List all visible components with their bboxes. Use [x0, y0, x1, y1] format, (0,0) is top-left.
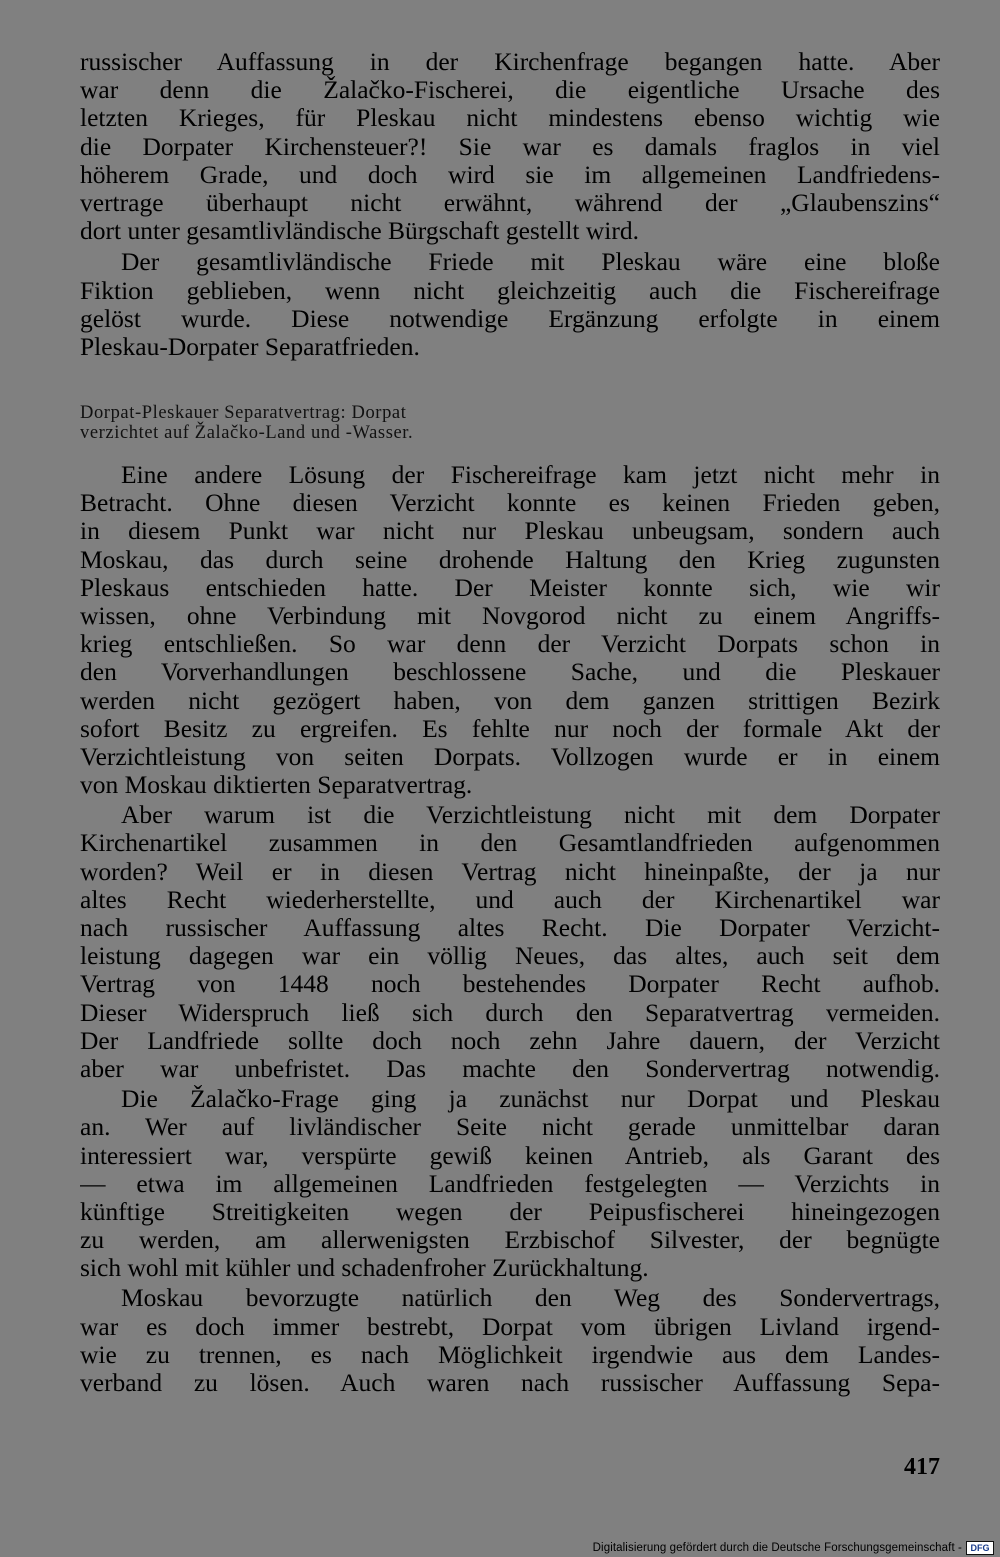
text-line: Moskau bevorzugte natürlich den Weg des Sondervertrags, — [121, 1284, 940, 1313]
text-line: den Vorverhandlungen beschlossene Sache, und die Pleskauer — [80, 658, 940, 687]
text-line: Kirchenartikel zusammen in den Gesamtlandfrieden aufgenommen — [80, 829, 940, 858]
text-line: Der Landfriede sollte doch noch zehn Jahre dauern, der Verzicht — [80, 1026, 940, 1055]
paragraph-5 — [80, 1085, 940, 1282]
text-line: Der gesamtlivländische Friede mit Pleskau wäre eine bloße — [121, 248, 940, 277]
text-line: sich wohl mit kühler und schadenfroher Zurückhaltung. — [80, 1254, 649, 1283]
text-line: altes Recht wiederherstellte, und auch der Kirchenartikel war — [80, 885, 940, 914]
text-line: werden nicht gezögert haben, von dem ganzen strittigen Bezirk — [80, 686, 940, 715]
text-line: Betracht. Ohne diesen Verzicht konnte es keinen Frieden geben, — [80, 489, 940, 518]
text-line: Moskau, das durch seine drohende Haltung den Krieg zugunsten — [80, 545, 940, 574]
digitization-footer — [0, 1537, 1000, 1557]
text-line: — etwa im allgemeinen Landfrieden festgelegten — Verzichts in — [80, 1169, 940, 1198]
text-line: künftige Streitigkeiten wegen der Peipusfischerei hineingezogen — [80, 1197, 940, 1226]
text-line: Dieser Widerspruch ließ sich durch den Separatvertrag vermeiden. — [80, 998, 940, 1027]
text-line: Aber warum ist die Verzichtleistung nicht mit dem Dorpater — [121, 801, 940, 830]
text-line: war denn die Žalačko-Fischerei, die eigentliche Ursache des — [80, 76, 940, 105]
text-line: russischer Auffassung in der Kirchenfrage begangen hatte. Aber — [80, 48, 940, 76]
text-line: dort unter gesamtlivländische Bürgschaft gestellt wird. — [80, 217, 639, 246]
text-line: sofort Besitz zu ergreifen. Es fehlte nur noch der formale Akt der — [80, 714, 940, 743]
paragraph-6 — [80, 1284, 940, 1397]
text-block-top — [80, 48, 940, 361]
text-line: verband zu lösen. Auch waren nach russischer Auffassung Sepa- — [80, 1369, 940, 1397]
text-line: zu werden, am allerwenigsten Erzbischof Silvester, der begnügte — [80, 1226, 940, 1255]
paragraph-1 — [80, 48, 940, 245]
text-line: worden? Weil er in diesen Vertrag nicht hineinpaßte, der ja nur — [80, 857, 940, 886]
dfg-logo-icon: DFG — [966, 1541, 994, 1555]
text-line: Pleskaus entschieden hatte. Der Meister konnte sich, wie wir — [80, 573, 940, 602]
text-line: von Moskau diktierten Separatvertrag. — [80, 771, 473, 800]
text-line: krieg entschließen. So war denn der Verzicht Dorpats schon in — [80, 630, 940, 659]
text-line: vertrage überhaupt nicht erwähnt, während der „Glaubenszins“ — [80, 188, 940, 217]
text-line: nach russischer Auffassung altes Recht. Die Dorpater Verzicht- — [80, 914, 940, 942]
paragraph-4 — [80, 801, 940, 1083]
page-number: 417 — [904, 1454, 940, 1480]
text-line: in diesem Punkt war nicht nur Pleskau unbeugsam, sondern auch — [80, 517, 940, 546]
section-heading — [80, 403, 640, 443]
text-line: wissen, ohne Verbindung mit Novgorod nicht zu einem Angriffs- — [80, 601, 940, 630]
heading-line: Dorpat-Pleskauer Separatvertrag: Dorpat — [80, 403, 407, 423]
text-line: aber war unbefristet. Das machte den Sondervertrag notwendig. — [80, 1054, 940, 1083]
text-line: gelöst wurde. Diese notwendige Ergänzung erfolgte in einem — [80, 304, 940, 333]
text-line: Fiktion geblieben, wenn nicht gleichzeitig auch die Fischereifrage — [80, 276, 940, 305]
heading-line: verzichtet auf Žalačko-Land und -Wasser. — [80, 423, 414, 443]
text-line: Pleskau-Dorpater Separatfrieden. — [80, 332, 420, 361]
paragraph-3 — [80, 461, 940, 799]
text-line: interessiert war, verspürte gewiß keinen Antrieb, als Garant des — [80, 1141, 940, 1170]
footer-credit-text: Digitalisierung gefördert durch die Deutsche Forschungsgemeinschaft - — [592, 1542, 962, 1554]
text-line: an. Wer auf livländischer Seite nicht gerade unmittelbar daran — [80, 1113, 940, 1142]
text-line: letzten Krieges, für Pleskau nicht mindestens ebenso wichtig wie — [80, 104, 940, 133]
text-line: Vertrag von 1448 noch bestehendes Dorpater Recht aufhob. — [80, 970, 940, 999]
text-line: Verzichtleistung von seiten Dorpats. Vollzogen wurde er in einem — [80, 742, 940, 771]
text-line: wie zu trennen, es nach Möglichkeit irgendwie aus dem Landes- — [80, 1340, 940, 1369]
text-block-main — [80, 461, 940, 1397]
text-line: Die Žalačko-Frage ging ja zunächst nur Dorpat und Pleskau — [121, 1085, 940, 1114]
text-line: die Dorpater Kirchensteuer?! Sie war es damals fraglos in viel — [80, 132, 940, 161]
text-line: leistung dagegen war ein völlig Neues, das altes, auch seit dem — [80, 942, 940, 971]
text-line: war es doch immer bestrebt, Dorpat vom übrigen Livland irgend- — [80, 1312, 940, 1341]
text-line: höherem Grade, und doch wird sie im allgemeinen Landfriedens- — [80, 160, 940, 189]
text-line: Eine andere Lösung der Fischereifrage kam jetzt nicht mehr in — [121, 461, 940, 489]
paragraph-2 — [80, 248, 940, 361]
